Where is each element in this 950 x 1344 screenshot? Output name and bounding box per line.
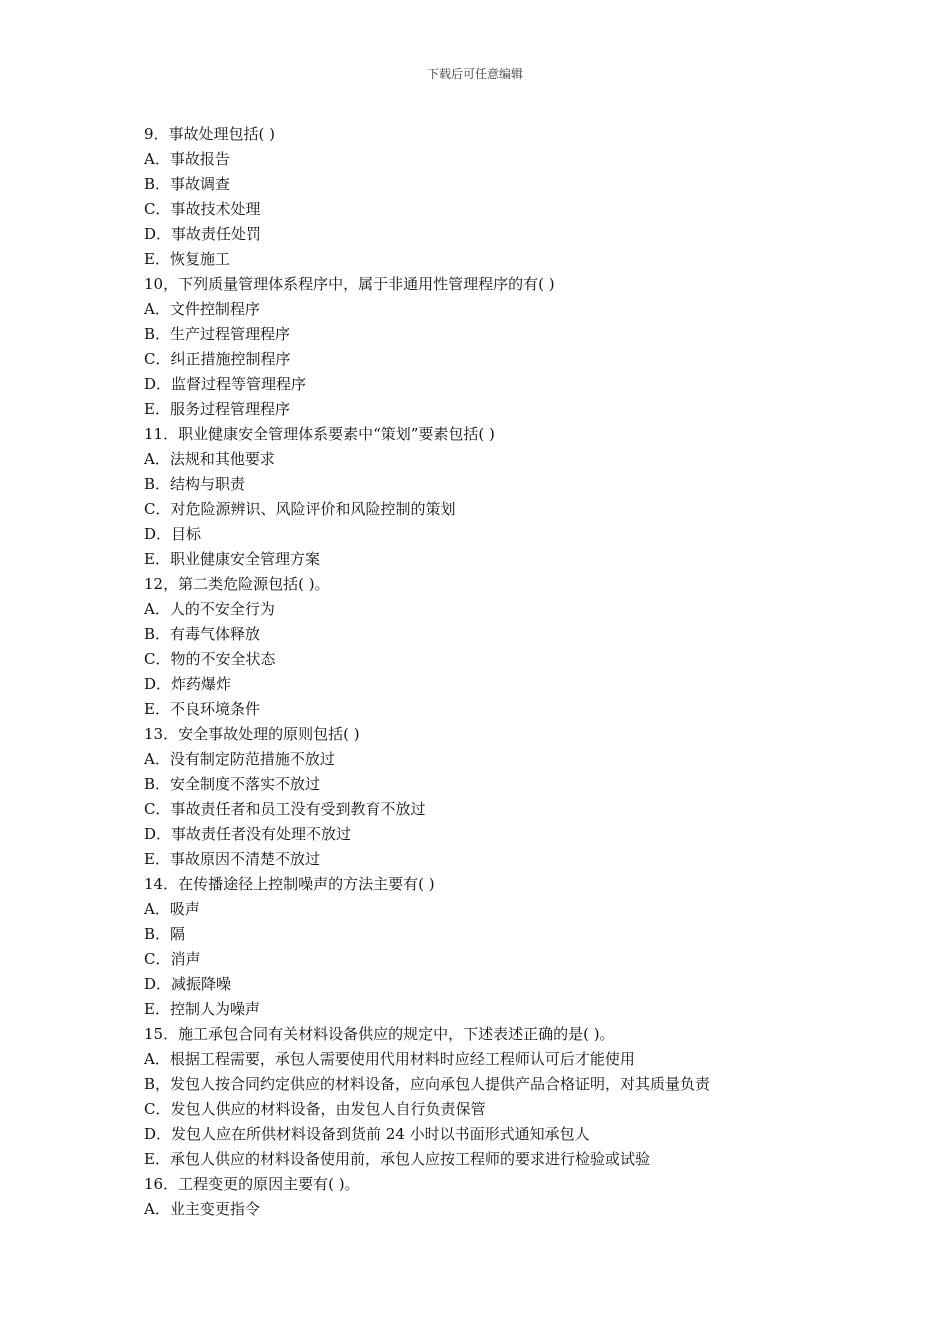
question-9-stem: 9．事故处理包括( )	[144, 125, 276, 143]
question-9-option-c: C．事故技术处理	[144, 200, 261, 218]
document-body	[144, 122, 924, 1222]
question-11-option-e: E．职业健康安全管理方案	[144, 550, 320, 568]
question-14-option-d: D．减振降噪	[144, 975, 232, 993]
question-13-stem: 13．安全事故处理的原则包括( )	[144, 725, 360, 743]
question-14-option-a: A．吸声	[144, 900, 200, 918]
question-9-option-e: E．恢复施工	[144, 250, 230, 268]
question-13-option-b: B．安全制度不落实不放过	[144, 775, 321, 793]
question-14-stem: 14．在传播途径上控制噪声的方法主要有( )	[144, 875, 435, 893]
question-11-option-d: D．目标	[144, 525, 202, 543]
question-11-stem: 11．职业健康安全管理体系要素中“策划”要素包括( )	[144, 425, 495, 443]
question-12-option-d: D．炸药爆炸	[144, 675, 232, 693]
question-15-option-c: C．发包人供应的材料设备，由发包人自行负责保管	[144, 1100, 486, 1118]
question-9-option-d: D．事故责任处罚	[144, 225, 262, 243]
question-13-option-d: D．事故责任者没有处理不放过	[144, 825, 352, 843]
question-10-option-b: B．生产过程管理程序	[144, 325, 291, 343]
question-12-option-c: C．物的不安全状态	[144, 650, 276, 668]
question-13-option-e: E．事故原因不清楚不放过	[144, 850, 320, 868]
question-10-option-d: D．监督过程等管理程序	[144, 375, 307, 393]
question-14-option-c: C．消声	[144, 950, 201, 968]
question-9-option-a: A．事故报告	[144, 150, 230, 168]
question-15-option-e: E．承包人供应的材料设备使用前，承包人应按工程师的要求进行检验或试验	[144, 1150, 650, 1168]
question-16-stem: 16．工程变更的原因主要有( )。	[144, 1175, 360, 1193]
question-10-option-c: C．纠正措施控制程序	[144, 350, 291, 368]
question-10-option-a: A．文件控制程序	[144, 300, 260, 318]
page-header: 下载后可任意编辑	[426, 67, 523, 81]
question-12-option-a: A．人的不安全行为	[144, 600, 275, 618]
question-9-option-b: B．事故调查	[144, 175, 231, 193]
question-12-stem: 12，第二类危险源包括( )。	[144, 575, 330, 593]
question-11-option-b: B．结构与职责	[144, 475, 246, 493]
question-15-option-d: D．发包人应在所供材料设备到货前 24 小时以书面形式通知承包人	[144, 1125, 590, 1143]
question-15-option-b: B，发包人按合同约定供应的材料设备，应向承包人提供产品合格证明，对其质量负责	[144, 1075, 711, 1093]
question-15-option-a: A．根据工程需要，承包人需要使用代用材料时应经工程师认可后才能使用	[144, 1050, 635, 1068]
question-13-option-a: A．没有制定防范措施不放过	[144, 750, 335, 768]
question-11-option-c: C．对危险源辨识、风险评价和风险控制的策划	[144, 500, 456, 518]
question-10-stem: 10，下列质量管理体系程序中，属于非通用性管理程序的有( )	[144, 275, 555, 293]
question-14-option-e: E．控制人为噪声	[144, 1000, 260, 1018]
question-16-option-a: A．业主变更指令	[144, 1200, 260, 1218]
question-12-option-e: E．不良环境条件	[144, 700, 260, 718]
question-12-option-b: B．有毒气体释放	[144, 625, 261, 643]
question-10-option-e: E．服务过程管理程序	[144, 400, 290, 418]
question-15-stem: 15．施工承包合同有关材料设备供应的规定中，下述表述正确的是( )。	[144, 1025, 615, 1043]
question-13-option-c: C．事故责任者和员工没有受到教育不放过	[144, 800, 426, 818]
question-11-option-a: A．法规和其他要求	[144, 450, 275, 468]
question-14-option-b: B．隔	[144, 925, 186, 943]
